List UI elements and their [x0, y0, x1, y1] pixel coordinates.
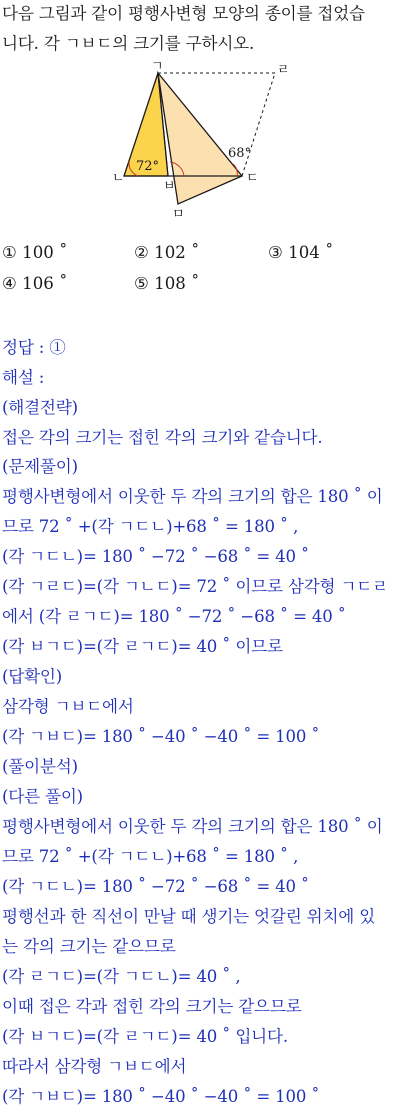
solution-line: 따라서 삼각형 ㄱㅂㄷ에서: [2, 1057, 187, 1076]
choice-5[interactable]: ⑤ 108 ˚: [134, 274, 200, 293]
solution-line: (각 ㄱㅂㄷ)= 180 ˚ −40 ˚ −40 ˚ = 100 ˚: [2, 1087, 320, 1106]
solving-heading: (문제풀이): [2, 457, 78, 476]
explanation-heading: 해설 :: [2, 368, 45, 387]
solution-line: 접은 각의 크기는 접힌 각의 크기와 같습니다.: [2, 428, 323, 447]
solution-line: 므로 72 ˚ +(각 ㄱㄷㄴ)+68 ˚ = 180 ˚ ,: [2, 847, 299, 866]
solution-line: (각 ㄱㄹㄷ)=(각 ㄱㄴㄷ)= 72 ˚ 이므로 삼각형 ㄱㄷㄹ: [2, 577, 388, 596]
alternate-heading: (다른 풀이): [2, 787, 83, 806]
problem-line-1: 다음 그림과 같이 평행사변형 모양의 종이를 접었습: [2, 4, 365, 23]
solution-line: 삼각형 ㄱㅂㄷ에서: [2, 697, 134, 716]
vertex-label-g: ㄱ: [151, 59, 164, 74]
angle-72-label: 72°: [136, 159, 160, 174]
vertex-label-n: ㄴ: [112, 171, 125, 186]
vertex-label-d: ㄷ: [246, 171, 259, 186]
analysis-heading: (풀이분석): [2, 757, 78, 776]
solution-line: (각 ㅂㄱㄷ)=(각 ㄹㄱㄷ)= 40 ˚ 이므로: [2, 637, 283, 656]
solution-line: 는 각의 크기는 같으므로: [2, 937, 176, 956]
check-heading: (답확인): [2, 667, 63, 686]
solution-line: 에서 (각 ㄹㄱㄷ)= 180 ˚ −72 ˚ −68 ˚ = 40 ˚: [2, 607, 346, 626]
solution-line: 평행사변형에서 이웃한 두 각의 크기의 합은 180 ˚ 이: [2, 487, 383, 506]
problem-line-2: 니다. 각 ㄱㅂㄷ의 크기를 구하시오.: [2, 34, 255, 53]
solution-line: (각 ㄱㄷㄴ)= 180 ˚ −72 ˚ −68 ˚ = 40 ˚: [2, 877, 310, 896]
choice-3[interactable]: ③ 104 ˚: [268, 243, 334, 262]
folded-parallelogram-figure: [100, 58, 300, 224]
vertex-label-b: ㅂ: [163, 179, 176, 194]
solution-line: (각 ㅂㄱㄷ)=(각 ㄹㄱㄷ)= 40 ˚ 입니다.: [2, 1027, 288, 1046]
answer-line: 정답 : ①: [2, 338, 66, 357]
strategy-heading: (해결전략): [2, 398, 78, 417]
solution-line: 평행선과 한 직선이 만날 때 생기는 엇갈린 위치에 있: [2, 907, 376, 926]
vertex-label-m: ㅁ: [172, 207, 185, 222]
solution-line: 평행사변형에서 이웃한 두 각의 크기의 합은 180 ˚ 이: [2, 817, 383, 836]
solution-line: (각 ㄱㅂㄷ)= 180 ˚ −40 ˚ −40 ˚ = 100 ˚: [2, 727, 320, 746]
choice-1[interactable]: ① 100 ˚: [2, 243, 68, 262]
solution-line: (각 ㄹㄱㄷ)=(각 ㄱㄷㄴ)= 40 ˚ ,: [2, 967, 241, 986]
angle-68-label: 68°: [228, 146, 252, 161]
solution-line: (각 ㄱㄷㄴ)= 180 ˚ −72 ˚ −68 ˚ = 40 ˚: [2, 547, 310, 566]
solution-line: 이때 접은 각과 접힌 각의 크기는 같으므로: [2, 997, 302, 1016]
choice-2[interactable]: ② 102 ˚: [134, 243, 200, 262]
solution-line: 므로 72 ˚ +(각 ㄱㄷㄴ)+68 ˚ = 180 ˚ ,: [2, 517, 299, 536]
vertex-label-r: ㄹ: [277, 63, 290, 78]
choice-4[interactable]: ④ 106 ˚: [2, 274, 68, 293]
